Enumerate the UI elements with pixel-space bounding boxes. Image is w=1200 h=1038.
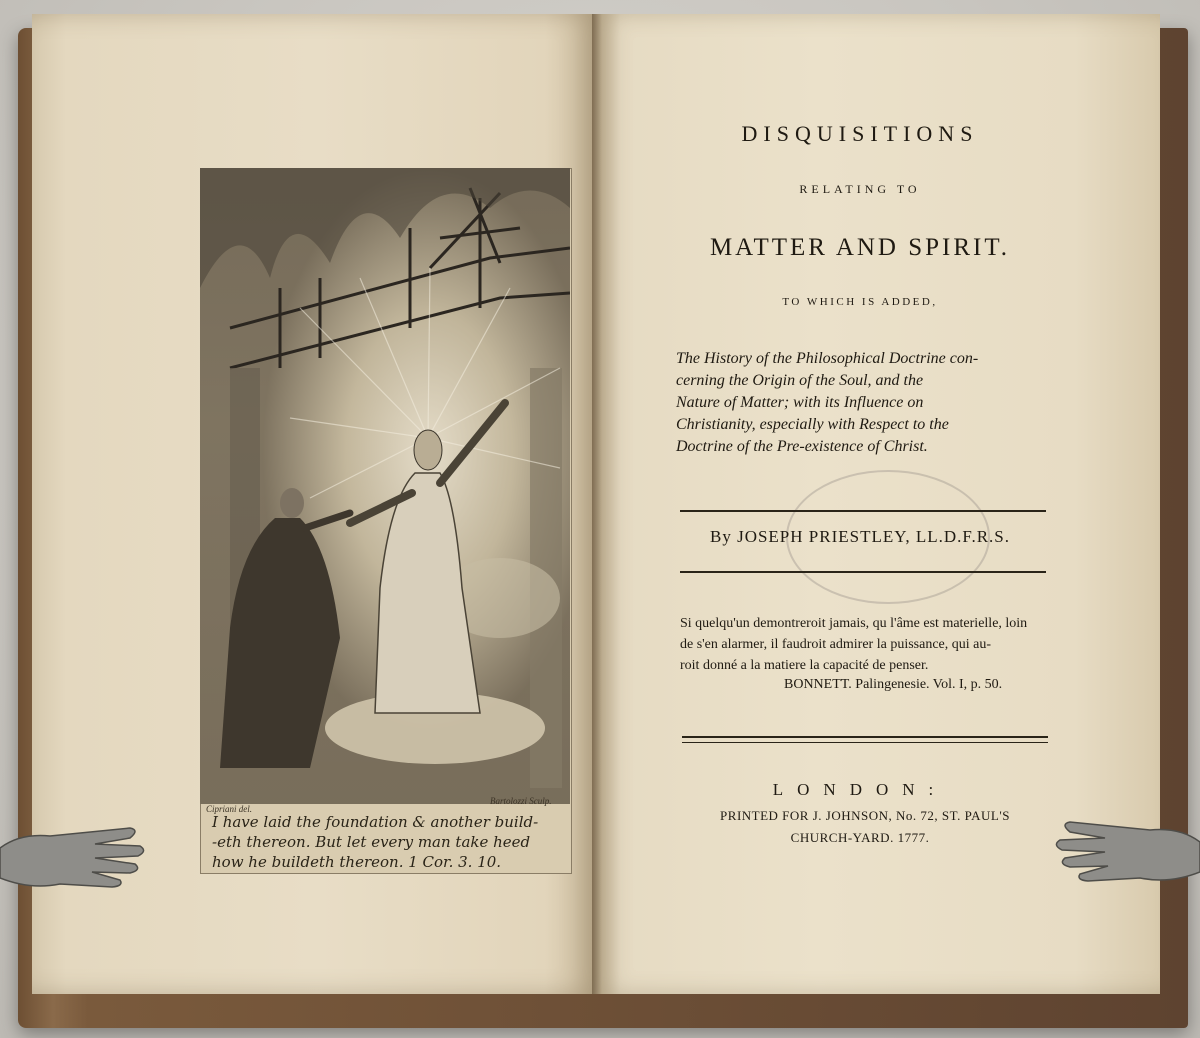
quote-line: de s'en alarmer, il faudroit admirer la puissance, qui au- [680,637,992,652]
caption-line: how he buildeth thereon. 1 Cor. 3. 10. [212,853,502,871]
epigraph-quote [680,613,1042,676]
imprint-city: LONDON: [772,780,948,799]
history-paragraph [676,348,1044,458]
author-line: By JOSEPH PRIESTLEY, LL.D.F.R.S. [709,527,1010,546]
frontispiece-engraving [200,168,570,804]
caption-line: -eth thereon. But let every man take heed [212,833,531,851]
title-added: TO WHICH IS ADDED, [782,296,938,308]
caption-line: I have laid the foundation & another build- [212,813,539,831]
imprint-address-year: CHURCH-YARD. 1777. [790,830,930,845]
imprint-printer: PRINTED FOR J. JOHNSON, No. 72, ST. PAUL'S [720,808,1010,823]
rule-below-author [680,571,1046,573]
quote-line: Si quelqu'un demontreroit jamais, qu l'âme est materielle, loin [680,616,1028,631]
history-line: cerning the Origin of the Soul, and the [676,372,924,389]
right-silver-hand [1044,812,1200,892]
rule-above-author [680,510,1046,512]
book-gutter [592,14,602,994]
title-heading: DISQUISITIONS [741,121,979,146]
quote-source: BONNETT. Palingenesie. Vol. I, p. 50. [784,677,1003,692]
history-line: Doctrine of the Pre-existence of Christ. [676,438,928,455]
history-line: Nature of Matter; with its Influence on [676,394,924,411]
double-rule-top [682,736,1048,738]
history-line: The History of the Philosophical Doctrine con- [676,350,979,367]
frontispiece-caption [212,812,572,872]
quote-line: roit donné a la matiere la capacité de penser. [680,658,929,673]
left-silver-hand [0,818,150,898]
title-relating: RELATING TO [799,182,921,196]
engraver-credit: Bartolozzi Sculp. [490,796,552,806]
double-rule-bottom [682,742,1048,743]
history-line: Christianity, especially with Respect to the [676,416,949,433]
artist-credit: Cipriani del. [206,804,253,814]
title-subject: MATTER AND SPIRIT. [709,234,1011,261]
